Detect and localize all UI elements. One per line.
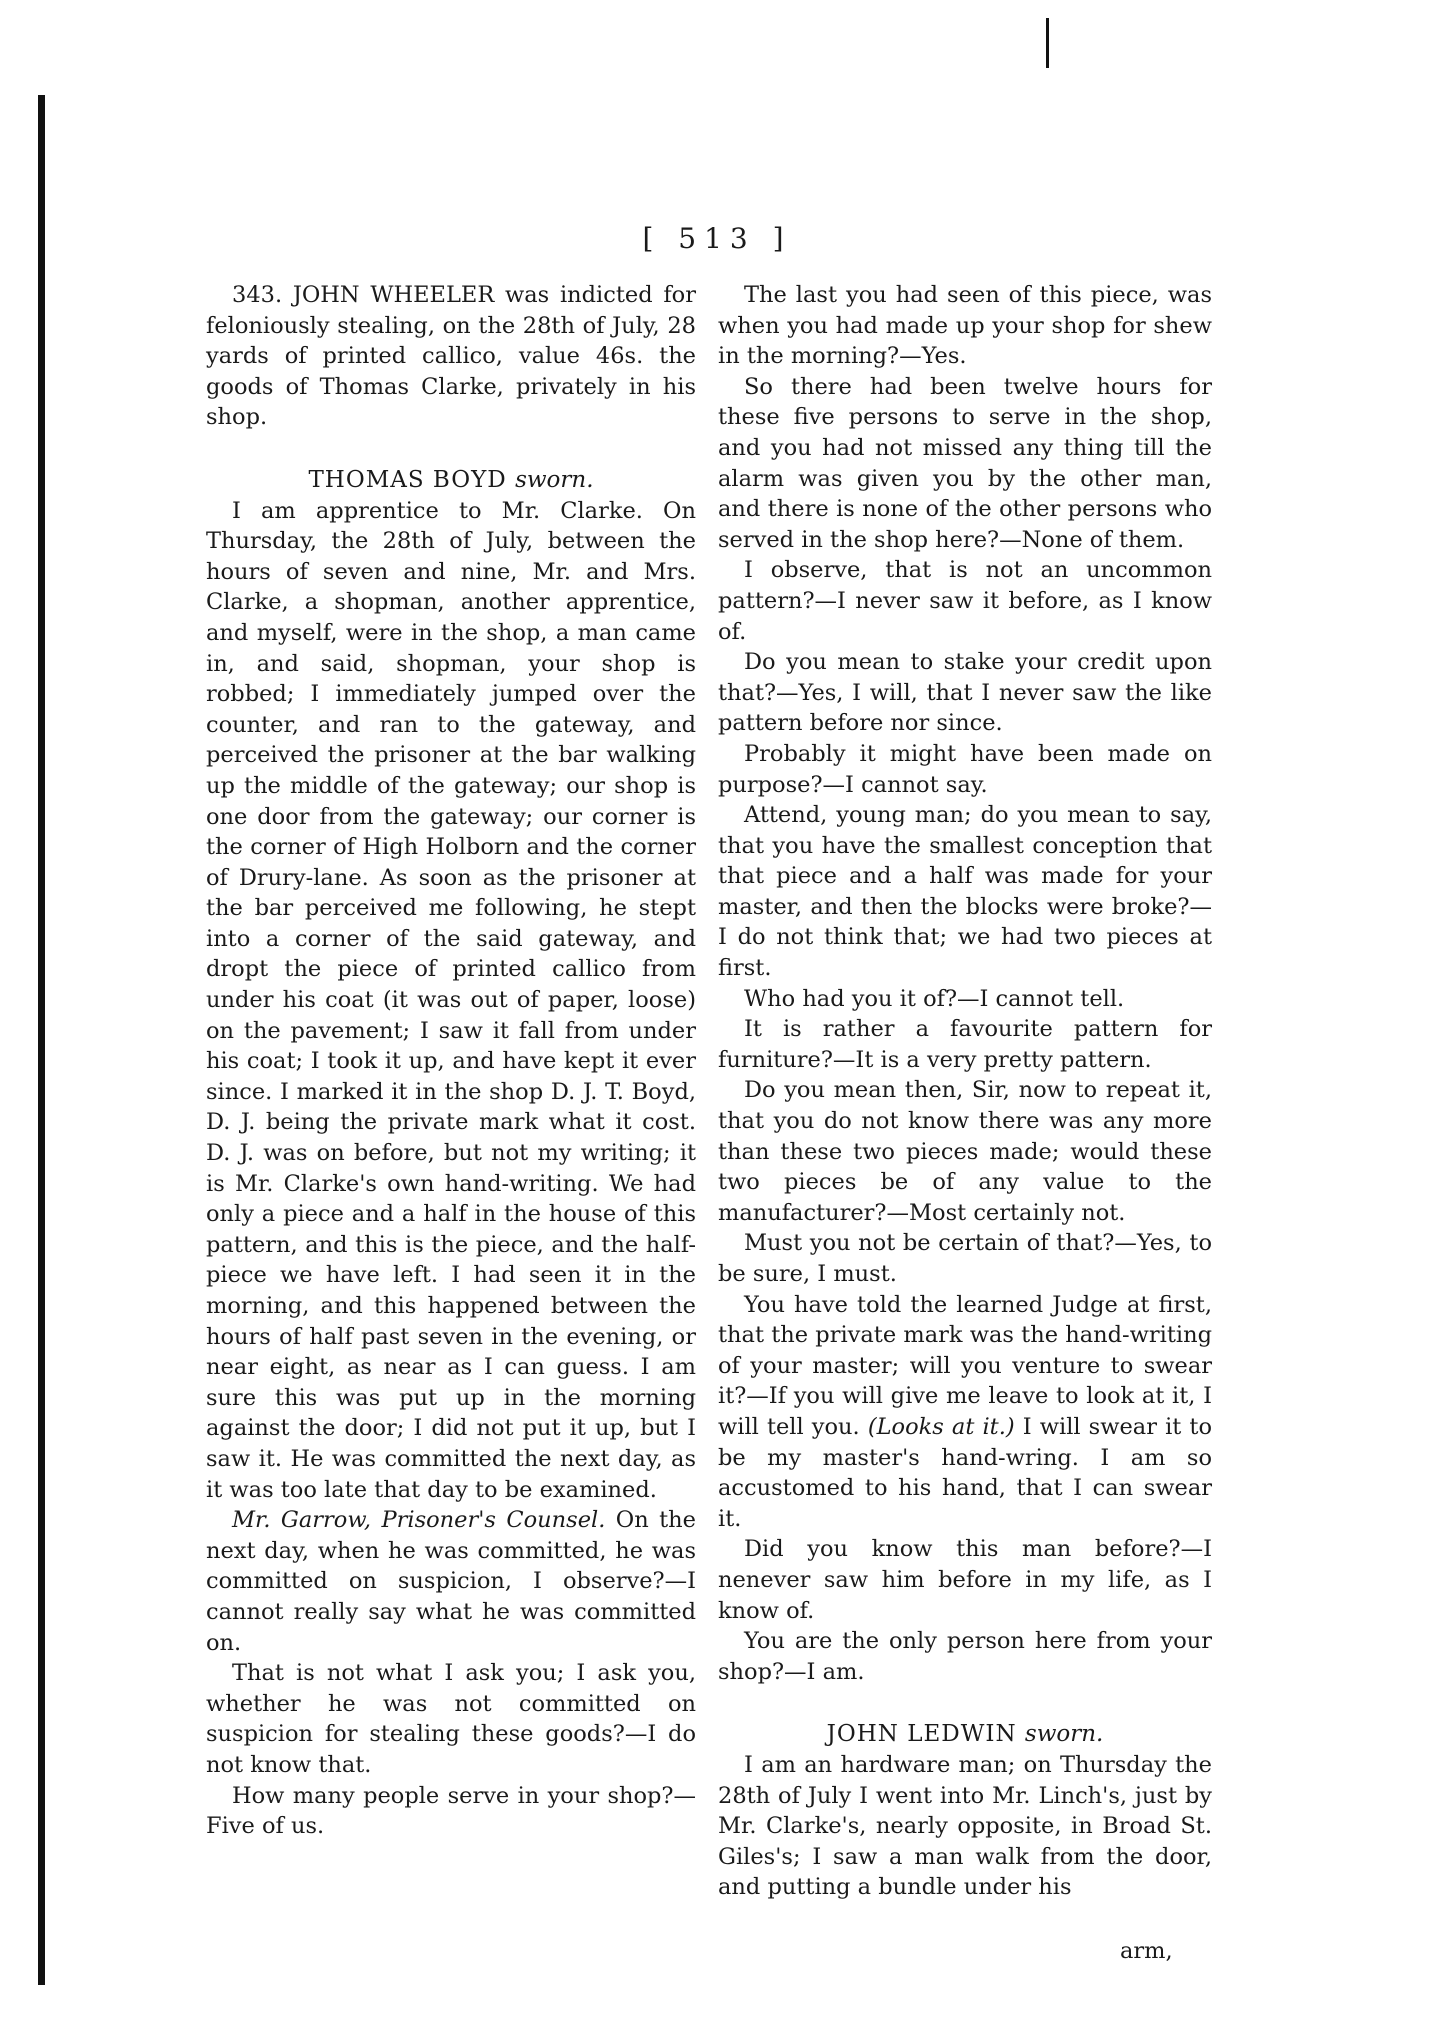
sworn-label: sworn. bbox=[515, 466, 594, 493]
testimony-paragraph: Probably it might have been made on purpose?—I cannot say. bbox=[718, 740, 1212, 798]
witness-name: JOHN LEDWIN bbox=[826, 1721, 1017, 1748]
right-column bbox=[718, 280, 1212, 1903]
left-column bbox=[206, 280, 696, 1842]
testimony-paragraph: So there had been twelve hours for these five persons to serve in the shop, and you had not missed any thing till the alarm was given you by the other man, and there is none of the other persons who served in the shop here?—None of them. bbox=[718, 373, 1212, 553]
testimony-paragraph: Attend, young man; do you mean to say, that you have the smallest conception that that piece and a half was made for your master, and then the blocks were broke?—I do not think that; we had two pieces at first. bbox=[718, 802, 1212, 982]
counsel-label: Mr. Garrow, Prisoner's Counsel. bbox=[232, 1507, 606, 1534]
question-text: On the next day, when he was committed, he was committed on suspicion, I observe?—I cannot really say what he was committed on. bbox=[206, 1507, 696, 1656]
catchword: arm, bbox=[1120, 1938, 1173, 1964]
testimony-paragraph: That is not what I ask you; I ask you, whether he was not committed on suspicion for stealing these goods?—I do not know that. bbox=[206, 1660, 696, 1778]
page-number: [ 513 ] bbox=[642, 222, 792, 255]
testimony-paragraph: It is rather a favourite pattern for furniture?—It is a very pretty pattern. bbox=[718, 1016, 1212, 1073]
sworn-label: sworn. bbox=[1024, 1721, 1104, 1748]
testimony-paragraph: Who had you it of?—I cannot tell. bbox=[744, 985, 1125, 1012]
testimony-paragraph: Must you not be certain of that?—Yes, to be sure, I must. bbox=[718, 1230, 1212, 1287]
testimony-paragraph: Do you mean to stake your credit upon that?—Yes, I will, that I never saw the like pattern before nor since. bbox=[718, 649, 1212, 737]
scan-mark bbox=[1046, 18, 1049, 68]
stage-direction: (Looks at it.) bbox=[867, 1413, 1015, 1440]
page-edge-shadow bbox=[38, 95, 45, 1985]
question-text: You have told the learned Judge at first, that the private mark was the hand-writing of your master; will you venture to swear it?—If you will give me leave to look at it, I will tell you. bbox=[718, 1291, 1212, 1440]
cross-examination-paragraph bbox=[206, 1505, 696, 1658]
indictment-paragraph: 343. JOHN WHEELER was indicted for feloniously stealing, on the 28th of July, 28 yards of printed callico, value 46s. the goods of Thomas Clarke, privately in his shop. bbox=[206, 282, 696, 431]
testimony-paragraph: I am apprentice to Mr. Clarke. On Thursday, the 28th of July, between the hours of seven and nine, Mr. and Mrs. Clarke, a shopman, another apprentice, and myself, were in the shop, a man came in, and said, shopman, your shop is robbed; I immediately jumped over the counter, and ran to the gateway, and perceived the prisoner at the bar walking up the middle of the gateway; our shop is one door from the gateway; our corner is the corner of High Holborn and the corner of Drury-lane. As soon as the prisoner at the bar perceived me following, he stept into a corner of the said gateway, and dropt the piece of printed callico from under his coat (it was out of paper, loose) on the pavement; I saw it fall from under his coat; I took it up, and have kept it ever since. I marked it in the shop D. J. T. Boyd, D. J. being the private mark what it cost. D. J. was on before, but not my writing; it is Mr. Clarke's own hand-writing. We had only a piece and a half in the house of this pattern, and this is the piece, and the half-piece we have left. I had seen it in the morning, and this happened between the hours of half past seven in the evening, or near eight, as near as I can guess. I am sure this was put up in the morning against the door; I did not put it up, but I saw it. He was committed the next day, as it was too late that day to be examined. bbox=[206, 497, 696, 1503]
witness-name: THOMAS BOYD bbox=[308, 466, 507, 493]
testimony-paragraph: The last you had seen of this piece, was when you had made up your shop for shew in the morning?—Yes. bbox=[718, 282, 1212, 370]
testimony-paragraph: Did you know this man before?—I nenever saw him before in my life, as I know of. bbox=[718, 1536, 1212, 1624]
answer-text: I will swear it to be my master's hand-wring. I am so accustomed to his hand, that I can swear it. bbox=[718, 1413, 1213, 1532]
testimony-paragraph: I observe, that is not an uncommon pattern?—I never saw it before, as I know of. bbox=[718, 557, 1212, 645]
witness-heading-ledwin bbox=[718, 1719, 1212, 1750]
testimony-paragraph: You are the only person here from your shop?—I am. bbox=[718, 1628, 1212, 1685]
testimony-paragraph: Do you mean then, Sir, now to repeat it, that you do not know there was any more than these two pieces made; would these two pieces be of any value to the manufacturer?—Most certainly not. bbox=[718, 1077, 1212, 1226]
testimony-paragraph: I am an hardware man; on Thursday the 28th of July I went into Mr. Linch's, just by Mr. Clarke's, nearly opposite, in Broad St. Giles's; I saw a man walk from the door, and putting a bundle under his bbox=[718, 1751, 1212, 1901]
testimony-paragraph: How many people serve in your shop?—Five of us. bbox=[206, 1782, 696, 1840]
testimony-paragraph bbox=[718, 1290, 1212, 1535]
witness-heading-boyd bbox=[206, 465, 696, 496]
